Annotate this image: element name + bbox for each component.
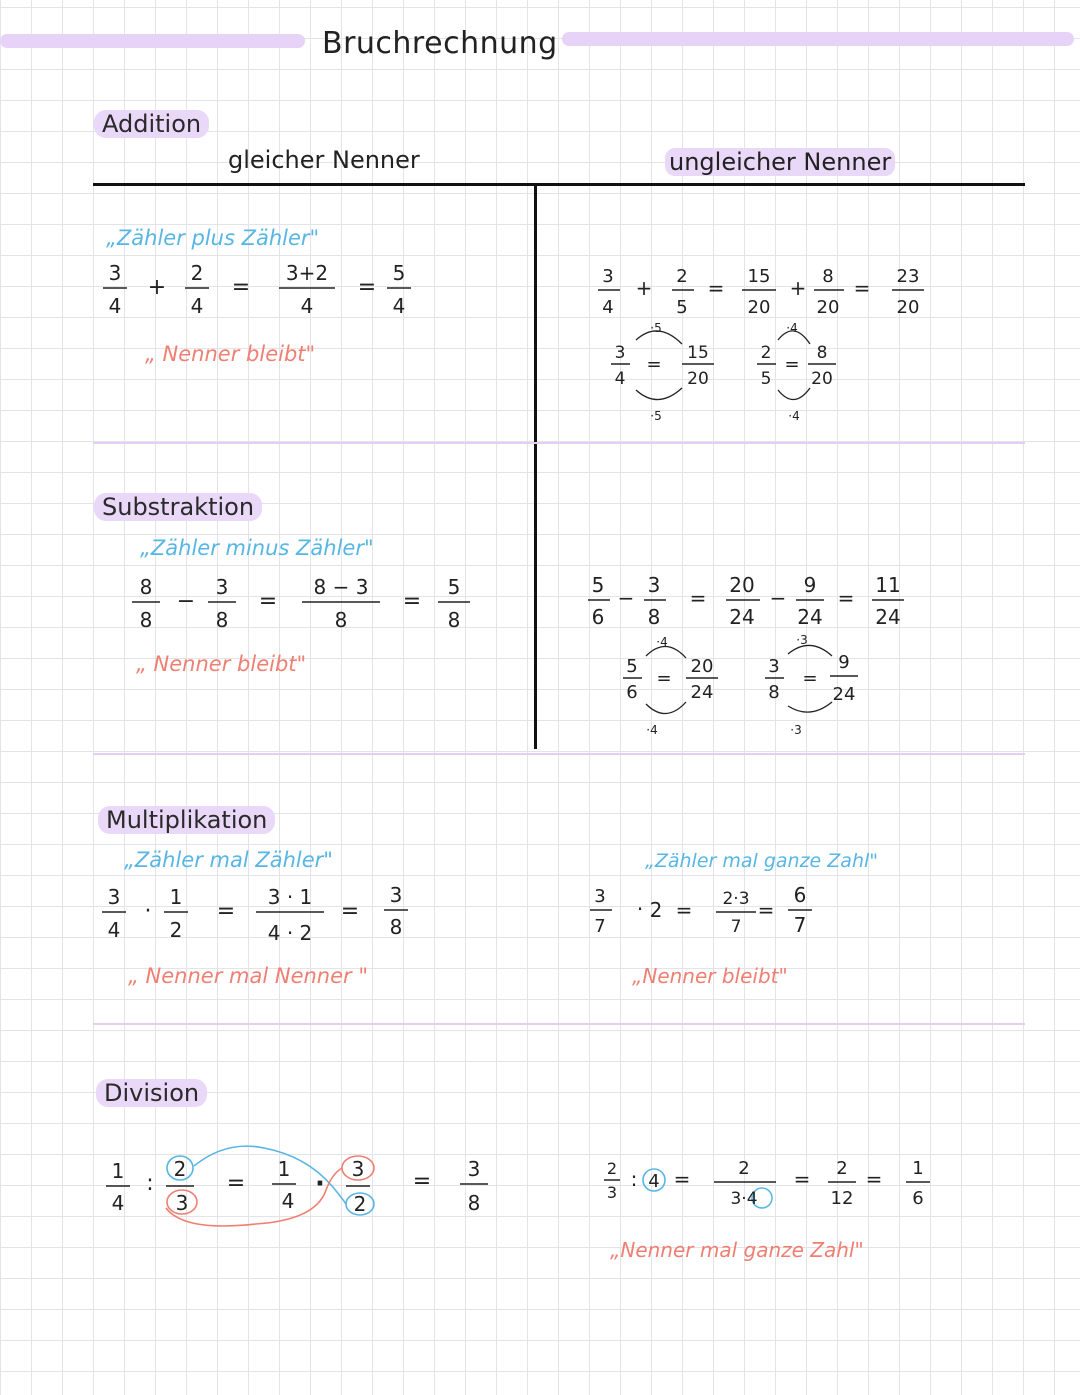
frac-num: 3 <box>107 885 121 909</box>
equals: = <box>865 1167 883 1191</box>
factor-bottom: ·5 <box>650 409 662 423</box>
frac-den: 7 <box>730 917 742 937</box>
frac-den: 4 <box>300 294 314 318</box>
table-vertical-line <box>534 184 537 749</box>
right-column-heading-text: ungleicher Nenner <box>665 148 895 176</box>
whole-number: 2 <box>649 898 663 922</box>
frac-den: 8 <box>215 608 229 632</box>
frac-num: 3 <box>389 883 403 907</box>
frac-den: 20 <box>896 297 920 318</box>
equals: = <box>231 275 251 300</box>
frac-den: 20 <box>747 297 771 318</box>
subtraktion-expand-1 <box>618 636 728 738</box>
equals: = <box>853 276 871 300</box>
addition-left-equation <box>95 258 425 320</box>
operator: + <box>789 276 807 300</box>
addition-note: „ Nenner bleibt" <box>145 342 316 366</box>
frac-num: 2 <box>606 1159 618 1178</box>
frac-num: 20 <box>690 656 714 677</box>
equals: = <box>689 586 707 610</box>
frac-den: 3 <box>175 1191 189 1215</box>
frac-den: 5 <box>676 297 688 318</box>
frac-num: 2 <box>676 266 688 287</box>
frac-num: 2 <box>738 1158 750 1179</box>
frac-den: 7 <box>793 913 807 937</box>
multiplikation-right-note: „Nenner bleibt" <box>632 964 788 988</box>
frac-den: 8 <box>467 1191 481 1215</box>
frac-num: 11 <box>875 573 901 597</box>
frac-den: 6 <box>912 1188 924 1209</box>
frac-den: 20 <box>687 369 709 389</box>
frac-den: 3·4 <box>730 1189 758 1209</box>
frac-num: 3 · 1 <box>267 885 313 909</box>
operator: · <box>144 899 152 924</box>
multiplikation-right-rule: „Zähler mal ganze Zahl" <box>645 850 879 872</box>
frac-den: 20 <box>811 369 833 389</box>
operator: − <box>769 586 787 610</box>
equals: = <box>258 589 278 614</box>
frac-num: 1 <box>277 1157 291 1181</box>
frac-num: 3 <box>768 656 780 677</box>
frac-den: 4 <box>614 369 626 389</box>
addition-right-equation <box>592 262 937 322</box>
frac-den: 4 <box>111 1191 125 1215</box>
equals: = <box>340 899 360 924</box>
frac-num: 5 <box>392 261 406 285</box>
frac-num: 5 <box>447 575 461 599</box>
equals: = <box>226 1171 246 1196</box>
frac-den: 4 · 2 <box>267 921 313 945</box>
operator: − <box>176 589 196 614</box>
frac-den: 6 <box>626 682 638 703</box>
subtraktion-right-equation <box>582 570 912 630</box>
equals: = <box>837 586 855 610</box>
operator: − <box>617 586 635 610</box>
frac-den: 8 <box>139 608 153 632</box>
factor-bottom: ·4 <box>646 723 658 737</box>
equals: = <box>402 589 422 614</box>
frac-num: 1 <box>169 885 183 909</box>
frac-den: 24 <box>729 605 755 629</box>
frac-num: 3 <box>351 1157 365 1181</box>
frac-num: 3 <box>215 575 229 599</box>
frac-num: 5 <box>591 573 605 597</box>
frac-den: 8 <box>768 682 780 703</box>
frac-num: 3 <box>467 1157 481 1181</box>
frac-num: 1 <box>111 1159 125 1183</box>
separator-multiplikation <box>93 1023 1025 1025</box>
equals: = <box>412 1169 432 1194</box>
frac-den: 4 <box>602 297 614 318</box>
division-right-note: „Nenner mal ganze Zahl" <box>610 1238 864 1262</box>
frac-num: 8 <box>816 343 828 363</box>
title-highlight-right <box>562 32 1074 46</box>
frac-den: 3 <box>606 1183 618 1202</box>
addition-expand-2 <box>752 322 844 422</box>
table-horizontal-line <box>93 183 1025 186</box>
multiplikation-note: „ Nenner mal Nenner " <box>128 964 369 988</box>
operator: · <box>315 1169 325 1199</box>
equals: = <box>646 354 662 375</box>
factor-top: ·3 <box>796 633 808 647</box>
frac-num: 1 <box>912 1158 924 1179</box>
frac-num: 5 <box>626 656 638 677</box>
equals: = <box>757 898 775 922</box>
multiplikation-label: Multiplikation <box>98 806 275 834</box>
separator-addition <box>93 442 1025 444</box>
frac-den: 12 <box>830 1188 854 1209</box>
equals: = <box>707 276 725 300</box>
multiplikation-rule: „Zähler mal Zähler" <box>124 848 333 872</box>
frac-num: 3 <box>602 266 614 287</box>
factor-top: ·4 <box>786 321 798 335</box>
equals: = <box>673 1167 691 1191</box>
frac-den: 8 <box>334 608 348 632</box>
frac-den: 8 <box>447 608 461 632</box>
frac-num: 9 <box>803 573 817 597</box>
multiplikation-left-equation <box>96 882 416 948</box>
factor-bottom: ·3 <box>790 723 802 737</box>
frac-num: 3 <box>647 573 661 597</box>
operator: · <box>636 897 644 921</box>
frac-den: 8 <box>389 915 403 939</box>
frac-den: 7 <box>594 916 606 937</box>
addition-expand-1 <box>606 322 724 422</box>
factor-top: ·5 <box>650 321 662 335</box>
equals: = <box>802 668 818 689</box>
division-label: Division <box>96 1079 207 1107</box>
equals: = <box>357 275 377 300</box>
addition-rule: „Zähler plus Zähler" <box>106 226 320 250</box>
right-column-heading <box>665 148 895 176</box>
division-right-equation <box>598 1152 938 1212</box>
frac-num: 2 <box>760 343 772 363</box>
operator: : <box>146 1171 154 1196</box>
frac-den: 24 <box>875 605 901 629</box>
equals: = <box>675 898 693 922</box>
frac-num: 20 <box>729 573 755 597</box>
factor-bottom: ·4 <box>788 409 800 423</box>
title-highlight-left <box>0 34 305 48</box>
whole-number: 4 <box>648 1171 660 1192</box>
frac-den: 6 <box>591 605 605 629</box>
frac-den: 4 <box>190 294 204 318</box>
frac-den: 8 <box>647 605 661 629</box>
frac-den: 5 <box>760 369 772 389</box>
operator: : <box>630 1167 638 1191</box>
frac-num: 6 <box>793 883 807 907</box>
operator: + <box>635 276 653 300</box>
frac-num: 15 <box>687 343 709 363</box>
frac-num: 8 <box>822 266 834 287</box>
frac-den: 2 <box>353 1192 367 1216</box>
frac-den: 4 <box>281 1189 295 1213</box>
frac-num: 3 <box>594 886 606 907</box>
equals: = <box>784 354 800 375</box>
subtraktion-label: Substraktion <box>94 493 262 521</box>
frac-den: 4 <box>392 294 406 318</box>
addition-label: Addition <box>94 110 209 138</box>
subtraktion-expand-2 <box>760 633 864 738</box>
subtraktion-note: „ Nenner bleibt" <box>136 652 307 676</box>
equals: = <box>656 668 672 689</box>
separator-subtraktion <box>93 753 1025 755</box>
left-column-heading: gleicher Nenner <box>228 146 420 174</box>
frac-den: 4 <box>107 918 121 942</box>
frac-den: 24 <box>797 605 823 629</box>
multiplikation-right-equation <box>586 882 826 940</box>
equals: = <box>216 899 236 924</box>
frac-num: 3 <box>108 261 122 285</box>
frac-num: 2 <box>836 1158 848 1179</box>
frac-num: 2 <box>190 261 204 285</box>
equals: = <box>793 1167 811 1191</box>
operator: + <box>147 275 167 300</box>
frac-den: 20 <box>816 297 840 318</box>
subtraktion-rule: „Zähler minus Zähler" <box>140 536 374 560</box>
frac-num: 15 <box>747 266 771 287</box>
frac-num: 3+2 <box>285 261 329 285</box>
page-title: Bruchrechnung <box>322 26 558 61</box>
frac-num: 23 <box>896 266 920 287</box>
frac-num: 9 <box>838 652 850 673</box>
frac-num: 8 <box>139 575 153 599</box>
frac-den: 24 <box>690 682 714 703</box>
frac-num: 2 <box>173 1157 187 1181</box>
subtraktion-left-equation <box>126 572 476 634</box>
frac-den: 2 <box>169 918 183 942</box>
frac-num: 8 − 3 <box>313 575 369 599</box>
factor-top: ·4 <box>656 635 668 649</box>
frac-den: 24 <box>832 684 856 705</box>
division-left-equation <box>96 1140 506 1224</box>
frac-num: 3 <box>614 343 626 363</box>
frac-num: 2·3 <box>722 889 750 909</box>
frac-den: 4 <box>108 294 122 318</box>
